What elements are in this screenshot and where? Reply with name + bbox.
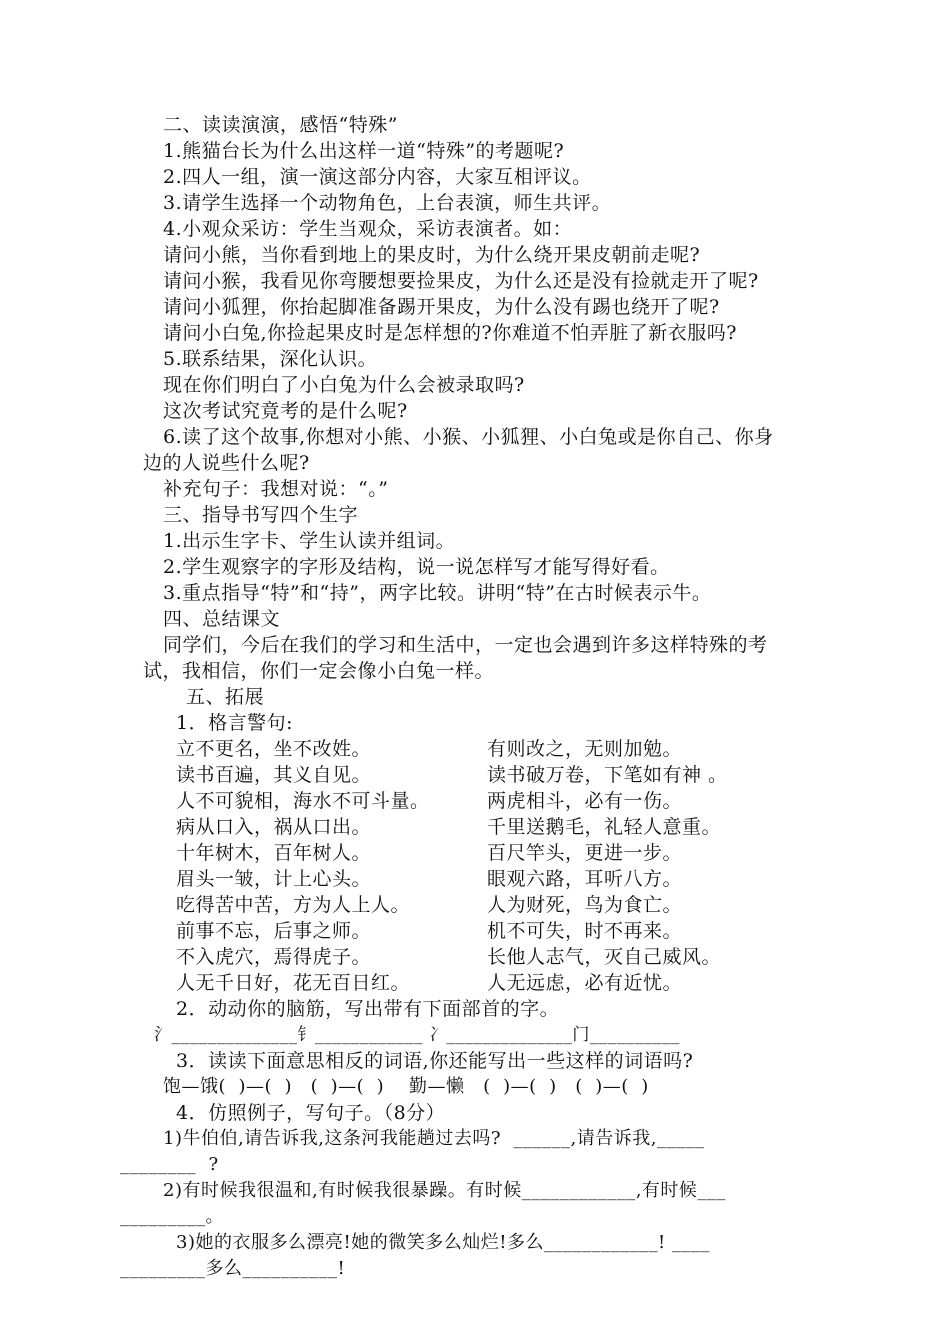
section-heading-4: 四、总结课文 <box>163 608 281 630</box>
proverb-right: 长他人志气，灭自己威风。 <box>487 946 722 968</box>
list-item: 2.四人一组，演一演这部分内容，大家互相评议。 <box>163 166 592 188</box>
section-heading-2: 二、读读演演，感悟“特殊” <box>163 114 398 136</box>
proverb-right: 眼观六路，耳听八方。 <box>487 868 683 890</box>
list-item: 2.学生观察字的字形及结构，说一说怎样写才能写得好看。 <box>163 556 670 578</box>
interview-question: 请问小白兔,你捡起果皮时是怎样想的?你难道不怕弄脏了新衣服吗? <box>163 322 737 344</box>
proverb-left: 立不更名，坐不改姓。 <box>176 738 372 760</box>
proverb-left: 读书百遍，其义自见。 <box>176 764 372 786</box>
sentence-exercise: 2)有时候我很温和,有时候我很暴躁。有时候____________,有时候___ <box>163 1180 726 1201</box>
list-item: 1.出示生字卡、学生认读并组词。 <box>163 530 456 552</box>
proverb-left: 不入虎穴，焉得虎子。 <box>176 946 372 968</box>
paragraph-line: 试，我相信，你们一定会像小白兔一样。 <box>143 660 495 682</box>
sentence-exercise: _________多么__________! <box>120 1258 346 1279</box>
sentence-exercise: ________ ? <box>120 1154 219 1175</box>
paragraph-line: 边的人说些什么呢? <box>143 452 310 474</box>
proverb-left: 前事不忘，后事之师。 <box>176 920 372 942</box>
sentence-exercise: 1)牛伯伯,请告诉我,这条河我能趟过去吗? ______,请告诉我,_____ <box>163 1128 705 1149</box>
list-item: 4.小观众采访：学生当观众，采访表演者。如： <box>163 218 573 240</box>
antonyms-exercise: 饱—饿( )—( ) ( )—( ) 勤—懒 ( )—( ) ( )—( ) <box>163 1076 649 1097</box>
paragraph-line: 现在你们明白了小白兔为什么会被录取吗? <box>163 374 525 396</box>
proverb-right: 人无远虑，必有近忧。 <box>487 972 683 994</box>
proverb-right: 两虎相斗，必有一伤。 <box>487 790 683 812</box>
proverb-right: 千里送鹅毛，礼轻人意重。 <box>487 816 722 838</box>
list-item: 3.请学生选择一个动物角色，上台表演，师生共评。 <box>163 192 612 214</box>
list-item: 1.熊猫台长为什么出这样一道“特殊”的考题呢? <box>163 140 565 162</box>
proverb-left: 病从口入，祸从口出。 <box>176 816 372 838</box>
interview-question: 请问小熊，当你看到地上的果皮时，为什么绕开果皮朝前走呢? <box>163 244 701 266</box>
proverb-left: 眉头一皱，计上心头。 <box>176 868 372 890</box>
sentence-exercise: _________。 <box>120 1206 224 1227</box>
subsection-heading: 3．读读下面意思相反的词语,你还能写出一些这样的词语吗? <box>176 1050 694 1072</box>
proverb-right: 机不可失，时不再来。 <box>487 920 683 942</box>
proverb-right: 读书破万卷，下笔如有神 。 <box>487 764 728 786</box>
subsection-heading: 2．动动你的脑筋，写出带有下面部首的字。 <box>176 998 560 1020</box>
subsection-heading: 1．格言警句: <box>176 712 293 734</box>
sentence-exercise: 3)她的衣服多么漂亮!她的微笑多么灿烂!多么____________! ____ <box>176 1232 710 1253</box>
section-heading-3: 三、指导书写四个生字 <box>163 504 359 526</box>
proverb-left: 十年树木，百年树人。 <box>176 842 372 864</box>
proverb-left: 吃得苦中苦，方为人上人。 <box>176 894 411 916</box>
proverb-right: 人为财死，鸟为食亡。 <box>487 894 683 916</box>
paragraph-line: 这次考试究竟考的是什么呢? <box>163 400 408 422</box>
paragraph-line: 同学们，今后在我们的学习和生活中，一定也会遇到许多这样特殊的考 <box>163 634 768 656</box>
proverb-right: 百尺竿头，更进一步。 <box>487 842 683 864</box>
radicals-exercise: 氵______________钅____________ 冫______________门__________ <box>154 1025 680 1045</box>
list-item: 5.联系结果，深化认识。 <box>163 348 378 370</box>
section-heading-5: 五、拓展 <box>186 686 265 708</box>
proverb-right: 有则改之，无则加勉。 <box>487 738 683 760</box>
proverb-left: 人无千日好，花无百日红。 <box>176 972 411 994</box>
list-item: 3.重点指导“特”和“持”，两字比较。讲明“特”在古时候表示牛。 <box>163 582 712 604</box>
interview-question: 请问小猴，我看见你弯腰想要捡果皮，为什么还是没有捡就走开了呢? <box>163 270 759 292</box>
fill-in-sentence: 补充句子：我想对说：“。” <box>163 478 389 500</box>
proverb-left: 人不可貌相，海水不可斗量。 <box>176 790 430 812</box>
list-item: 6.读了这个故事,你想对小熊、小猴、小狐狸、小白兔或是你自己、你身 <box>163 426 774 448</box>
interview-question: 请问小狐狸，你抬起脚准备踢开果皮，为什么没有踢也绕开了呢? <box>163 296 720 318</box>
subsection-heading: 4．仿照例子，写句子。（8分） <box>176 1102 446 1124</box>
